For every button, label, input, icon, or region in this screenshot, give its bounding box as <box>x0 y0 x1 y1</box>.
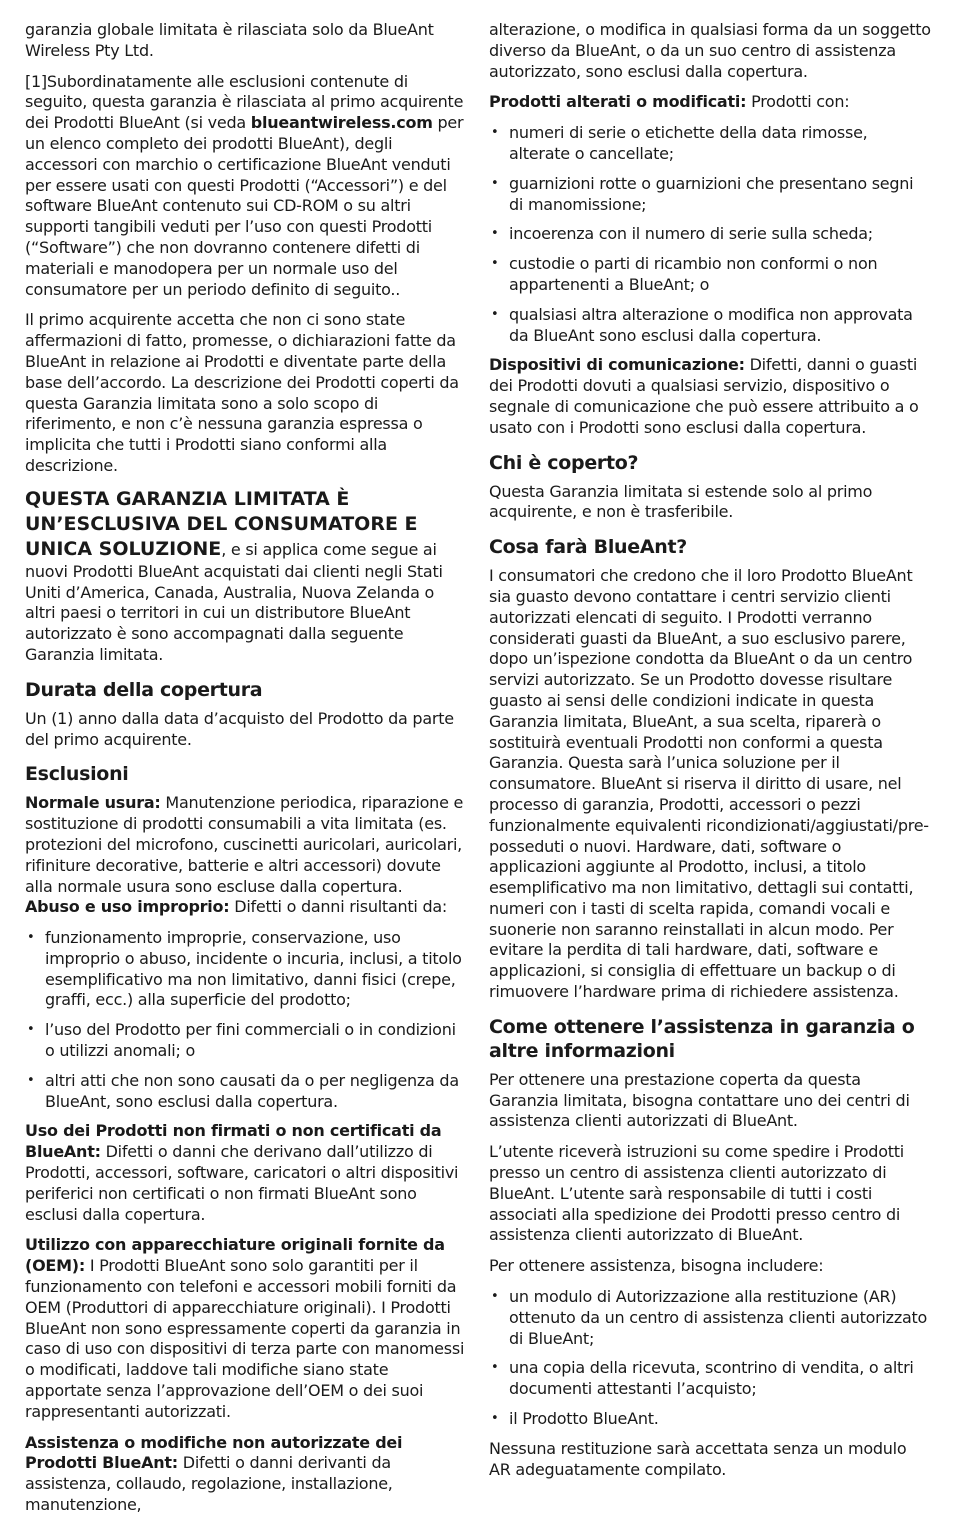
subordination-text-cont: per un elenco completo dei prodotti BlueAnt), degli accessori con marchio o certificazione BlueAnt venduti per essere usati con questi Prodotti (“Accessori”) e del software BlueAnt contenuto sui CD-ROM o su altri supporti tangibili veduti per l’uso con questi Prodotti (“Software”) che non dovranno contenere difetti di materiali e manodopera per un normale uso del consumatore per un periodo definito di seguito.. <box>25 113 464 299</box>
normale-usura-label: Normale usura: <box>25 793 161 813</box>
intro-paragraph: garanzia globale limitata è rilasciata solo da BlueAnt Wireless Pty Ltd. <box>25 20 434 60</box>
oem-paragraph <box>25 1235 468 1422</box>
non-firmati-text: Difetti o danni che derivano dall’utilizzo di Prodotti, accessori, software, caricatori o altri dispositivi periferici non certificati o non firmati BlueAnt sono esclusi dalla copertura. <box>25 1142 459 1224</box>
come-list <box>489 1287 932 1430</box>
list-item: • incoerenza con il numero di serie sulla scheda; <box>489 224 932 245</box>
website-link[interactable]: blueantwireless.com <box>250 113 433 133</box>
final-paragraph: Nessuna restituzione sarà accettata senza un modulo AR adeguatamente compilato. <box>489 1438 907 1479</box>
list-item: • un modulo di Autorizzazione alla restituzione (AR) ottenuto da un centro di assistenza clienti autorizzato di BlueAnt; <box>489 1287 932 1349</box>
assistenza-text: Difetti o danni derivanti da assistenza, collaudo, regolazione, installazione, manutenzione, <box>25 1453 393 1515</box>
alterati-text: Prodotti con: <box>746 92 850 112</box>
right-column <box>489 20 932 1490</box>
list-item: • il Prodotto BlueAnt. <box>489 1409 932 1430</box>
list-item: • altri atti che non sono causati da o per negligenza da BlueAnt, sono esclusi dalla copertura. <box>25 1071 468 1113</box>
heading-chi: Chi è coperto? <box>489 451 639 474</box>
oem-text: I Prodotti BlueAnt sono solo garantiti per il funzionamento con telefoni e accessori mobili forniti da OEM (Produttori di apparecchiature originali). I Prodotti BlueAnt non sono espressamente coperti da garanzia in caso di uso con dispositivi di terza parte con manomessi o modificati, laddove tali modifiche siano state apportate senza l’approvazione dell’OEM o dei suoi rappresentanti autorizzati. <box>25 1256 465 1421</box>
durata-paragraph: Un (1) anno dalla data d’acquisto del Prodotto da parte del primo acquirente. <box>25 708 454 749</box>
list-item: • numeri di serie o etichette della data rimosse, alterate o cancellate; <box>489 123 932 165</box>
chi-paragraph: Questa Garanzia limitata si estende solo al primo acquirente, e non è trasferibile. <box>489 481 873 522</box>
alterati-list <box>489 123 932 346</box>
abuso-list <box>25 928 468 1112</box>
list-item: • custodie o parti di ricambio non conformi o non appartenenti a BlueAnt; o <box>489 254 932 296</box>
abuso-paragraph <box>25 897 468 918</box>
non-firmati-paragraph <box>25 1121 468 1225</box>
normale-usura-text: Manutenzione periodica, riparazione e sostituzione di prodotti consumabili a vita limitata (es. protezioni del microfono, cuscinetti auricolari, auricolari, rifiniture decorative, batterie e altri accessori) dovute alla normale usura sono escluse dalla copertura. <box>25 793 464 896</box>
subordination-text: [1]Subordinatamente alle esclusioni contenute di seguito, questa garanzia è rilasciata al primo acquirente dei Prodotti BlueAnt (si veda <box>25 71 464 133</box>
exclusive-remedy-text: , e si applica come segue ai nuovi Prodotti BlueAnt acquistati dai clienti negli Stati Uniti d’America, Canada, Australia, Nuova Zelanda o altri paesi o territori in cui un distributore BlueAnt autorizzato è sono accompagnati dalla seguente Garanzia limitata. <box>25 539 443 664</box>
oem-label: Utilizzo con apparecchiature originali fornite da (OEM): <box>25 1235 445 1276</box>
list-item: • una copia della ricevuta, scontrino di vendita, o altri documenti attestanti l’acquisto; <box>489 1358 932 1400</box>
assistenza-label: Assistenza o modifiche non autorizzate dei Prodotti BlueAnt: <box>25 1432 403 1473</box>
exclusive-remedy-lead: QUESTA GARANZIA LIMITATA È UN’ESCLUSIVA DEL CONSUMATORE E UNICA SOLUZIONE <box>25 487 418 560</box>
left-column <box>25 20 468 1526</box>
dispositivi-label: Dispositivi di comunicazione: <box>489 355 745 375</box>
list-item: • l’uso del Prodotto per fini commerciali o in condizioni o utilizzi anomali; o <box>25 1020 468 1062</box>
alterati-paragraph <box>489 92 932 113</box>
subordination-paragraph <box>25 72 468 301</box>
come-paragraph-2: L’utente riceverà istruzioni su come spedire i Prodotti presso un centro di assistenza clienti autorizzato di BlueAnt. L’utente sarà responsabile di tutti i costi associati alla spedizione dei Prodotti presso centro di assistenza clienti autorizzato di BlueAnt. <box>489 1142 904 1245</box>
list-item: • guarnizioni rotte o guarnizioni che presentano segni di manomissione; <box>489 174 932 216</box>
exclusive-remedy-paragraph <box>25 487 468 666</box>
come-paragraph-3: Per ottenere assistenza, bisogna includere: <box>489 1256 824 1276</box>
normale-usura-paragraph <box>25 793 468 897</box>
heading-come: Come ottenere l’assistenza in garanzia o altre informazioni <box>489 1015 915 1062</box>
alterati-label: Prodotti alterati o modificati: <box>489 92 747 112</box>
continuation-paragraph: alterazione, o modifica in qualsiasi forma da un soggetto diverso da BlueAnt, o da un suo centro di assistenza autorizzato, sono esclusi dalla copertura. <box>489 20 931 81</box>
list-item: • funzionamento improprie, conservazione, uso improprio o abuso, incidente o incuria, inclusi, a titolo esemplificativo ma non limitativo, danni fisici (crepe, graffi, ecc.) alla superficie del prodotto; <box>25 928 468 1011</box>
heading-cosa: Cosa farà BlueAnt? <box>489 536 687 559</box>
dispositivi-paragraph <box>489 355 932 438</box>
dispositivi-text: Difetti, danni o guasti dei Prodotti dovuti a qualsiasi servizio, dispositivo o segnale di comunicazione che può essere attribuito a o usato con i Prodotti sono esclusi dalla copertura. <box>489 355 919 437</box>
heading-esclusioni: Esclusioni <box>25 763 129 786</box>
non-firmati-label: Uso dei Prodotti non firmati o non certificati da BlueAnt: <box>25 1121 442 1162</box>
list-item: • qualsiasi altra alterazione o modifica non approvata da BlueAnt sono esclusi dalla copertura. <box>489 305 932 347</box>
abuso-text: Difetti o danni risultanti da: <box>229 897 448 917</box>
heading-durata: Durata della copertura <box>25 678 263 701</box>
cosa-paragraph: I consumatori che credono che il loro Prodotto BlueAnt sia guasto devono contattare i centri servizio clienti autorizzati elencati di seguito. I Prodotti verranno considerati guasti da BlueAnt, a suo esclusivo parere, dopo un’ispezione condotta da BlueAnt o da un centro servizi autorizzato. Se un Prodotto dovesse risultare guasto ai sensi delle condizioni indicate in questa Garanzia limitata, BlueAnt, a sua scelta, riparerà o sostituirà eventuali Prodotti non conformi a questa Garanzia. Questa sarà l’unica soluzione per il consumatore. BlueAnt si riserva il diritto di usare, nel processo di garanzia, Prodotti, accessori o pezzi funzionalmente equivalenti ricondizionati/aggiustati/pre-posseduti o nuovi. Hardware, dati, software o applicazioni aggiunte al Prodotto, inclusi, a titolo esemplificativo ma non limitativo, dettagli sui contatti, numeri con i tasti di scelta rapida, comandi vocali e suonerie non saranno reinstallati in alcun modo. Per evitare la perdita di tali hardware, dati, software e applicazioni, si consiglia di effettuare un backup o di rimuovere l’hardware prima di richiedere assistenza. <box>489 566 929 1002</box>
assistenza-paragraph <box>25 1433 468 1516</box>
abuso-label: Abuso e uso improprio: <box>25 897 230 917</box>
acceptance-paragraph: Il primo acquirente accetta che non ci sono state affermazioni di fatto, promesse, o dichiarazioni fatte da BlueAnt in relazione ai Prodotti e diventate parte della base dell’accordo. La descrizione dei Prodotti coperti da questa Garanzia limitata sono a solo scopo di riferimento, e non c’è nessuna garanzia espressa o implicita che tutti i Prodotti siano conformi alla descrizione. <box>25 310 459 475</box>
come-paragraph-1: Per ottenere una prestazione coperta da questa Garanzia limitata, bisogna contattare uno dei centri di assistenza clienti autorizzati di BlueAnt. <box>489 1069 910 1131</box>
